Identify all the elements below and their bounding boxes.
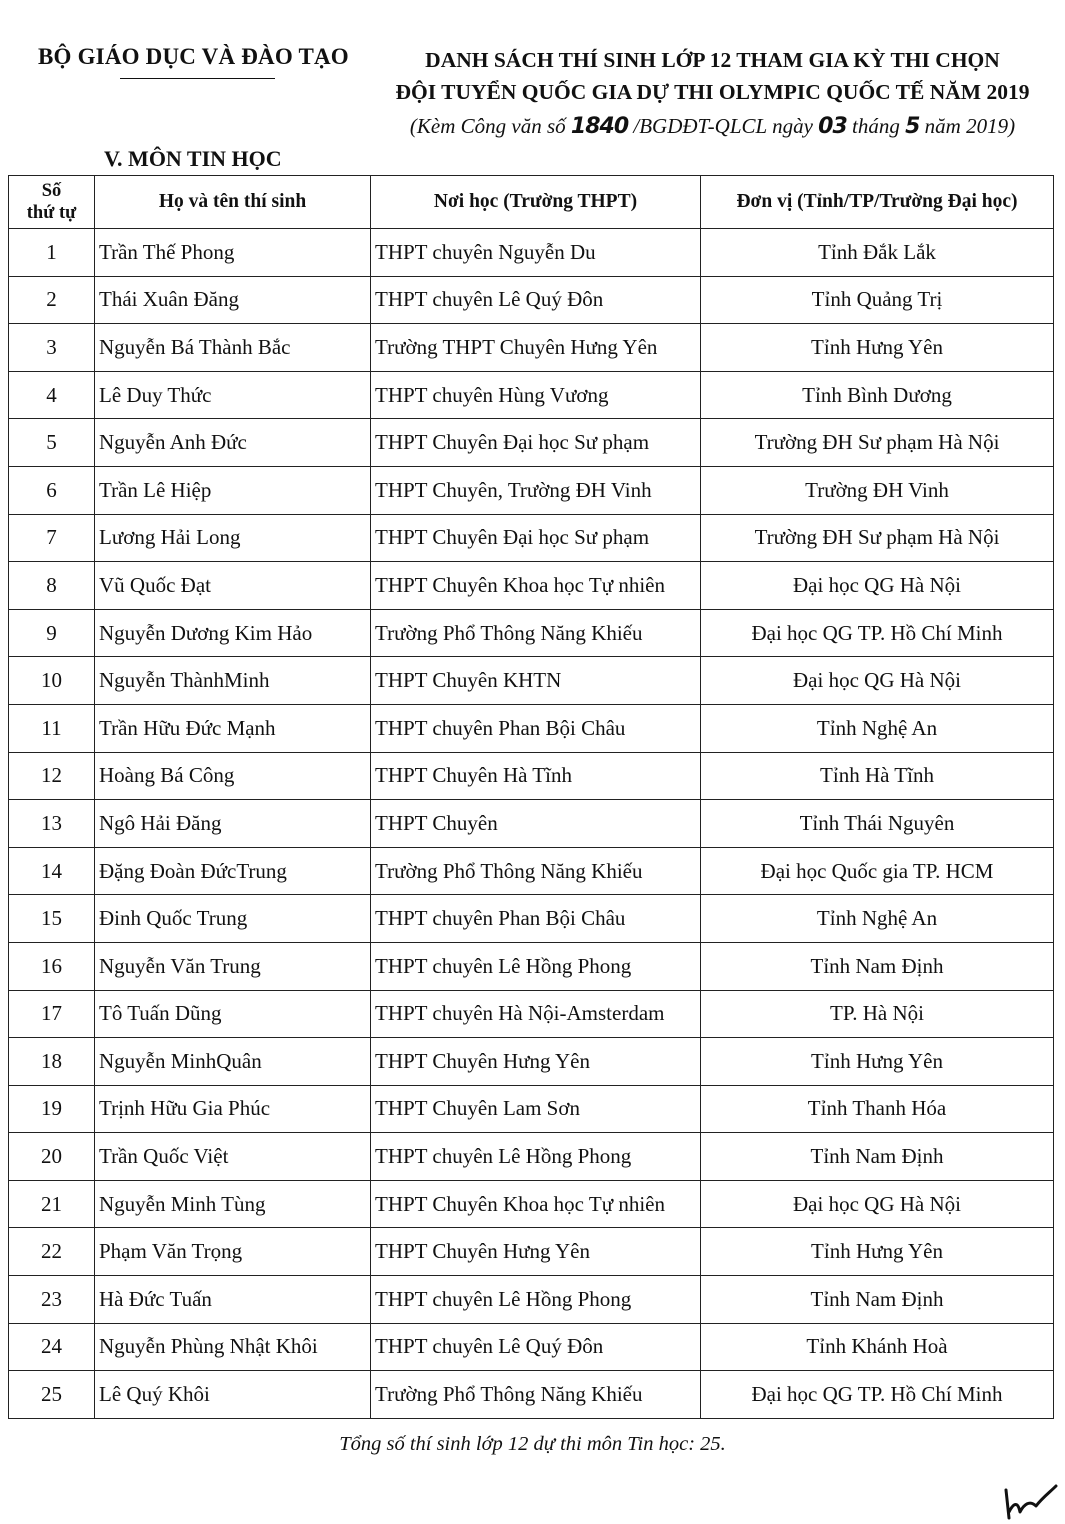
ref-month-label: tháng [846,114,906,138]
ministry-underline [120,78,275,79]
table-row [9,276,1054,324]
table-row [9,990,1054,1038]
table-row [9,562,1054,610]
row-number: 3 [9,324,95,372]
row-number: 14 [9,847,95,895]
candidate-name: Thái Xuân Đăng [95,276,371,324]
school-name: THPT chuyên Hùng Vương [371,371,701,419]
school-name: THPT Chuyên Đại học Sư phạm [371,419,701,467]
row-number: 7 [9,514,95,562]
document-title [380,44,1045,108]
row-number: 21 [9,1180,95,1228]
title-line-2: ĐỘI TUYỂN QUỐC GIA DỰ THI OLYMPIC QUỐC TẾ NĂM 2019 [395,80,1030,104]
candidate-name: Nguyễn Phùng Nhật Khôi [95,1323,371,1371]
row-number: 19 [9,1085,95,1133]
table-row [9,800,1054,848]
school-name: THPT Chuyên, Trường ĐH Vinh [371,466,701,514]
school-name: THPT chuyên Lê Quý Đôn [371,1323,701,1371]
table-row [9,1085,1054,1133]
candidate-name: Lương Hải Long [95,514,371,562]
school-name: THPT Chuyên Khoa học Tự nhiên [371,1180,701,1228]
header-school: Nơi học (Trường THPT) [371,176,701,229]
school-name: THPT chuyên Nguyễn Du [371,229,701,277]
table-row [9,1038,1054,1086]
ref-day: 03 [818,114,847,139]
row-number: 8 [9,562,95,610]
candidate-name: Trần Lê Hiệp [95,466,371,514]
unit-name: Đại học QG Hà Nội [701,1180,1054,1228]
school-name: THPT chuyên Lê Hồng Phong [371,942,701,990]
row-number: 25 [9,1371,95,1419]
ministry-name: BỘ GIÁO DỤC VÀ ĐÀO TẠO [38,44,349,69]
table-row [9,324,1054,372]
candidate-name: Trần Hữu Đức Mạnh [95,704,371,752]
ref-month: 5 [905,114,920,139]
table-row [9,1133,1054,1181]
candidate-name: Phạm Văn Trọng [95,1228,371,1276]
unit-name: Đại học QG TP. Hồ Chí Minh [701,1371,1054,1419]
row-number: 16 [9,942,95,990]
candidate-name: Nguyễn Văn Trung [95,942,371,990]
school-name: THPT Chuyên Hà Tĩnh [371,752,701,800]
candidate-name: Nguyễn Bá Thành Bắc [95,324,371,372]
row-number: 17 [9,990,95,1038]
table-row [9,1323,1054,1371]
candidate-name: Ngô Hải Đăng [95,800,371,848]
row-number: 23 [9,1276,95,1324]
candidate-name: Tô Tuấn Dũng [95,990,371,1038]
school-name: Trường Phổ Thông Năng Khiếu [371,1371,701,1419]
total-count: Tổng số thí sinh lớp 12 dự thi môn Tin học: 25. [339,1433,726,1455]
row-number: 15 [9,895,95,943]
school-name: THPT Chuyên KHTN [371,657,701,705]
ref-prefix: (Kèm Công văn số [409,114,571,138]
header-stt-line1: Số [41,181,62,201]
table-row [9,942,1054,990]
row-number: 4 [9,371,95,419]
school-name: THPT chuyên Lê Hồng Phong [371,1276,701,1324]
row-number: 13 [9,800,95,848]
candidate-name: Nguyễn Dương Kim Hảo [95,609,371,657]
school-name: THPT chuyên Hà Nội-Amsterdam [371,990,701,1038]
unit-name: Tỉnh Thanh Hóa [701,1085,1054,1133]
table-row [9,1228,1054,1276]
unit-name: Tỉnh Nam Định [701,942,1054,990]
school-name: THPT chuyên Lê Quý Đôn [371,276,701,324]
unit-name: Trường ĐH Vinh [701,466,1054,514]
header-stt [9,176,95,229]
ref-number: 1840 [570,114,629,139]
school-name: THPT chuyên Phan Bội Châu [371,895,701,943]
header-name: Họ và tên thí sinh [95,176,371,229]
table-header-row [9,176,1054,229]
table-row [9,847,1054,895]
row-number: 10 [9,657,95,705]
row-number: 12 [9,752,95,800]
table-row [9,895,1054,943]
school-name: Trường THPT Chuyên Hưng Yên [371,324,701,372]
row-number: 6 [9,466,95,514]
unit-name: Đại học QG Hà Nội [701,657,1054,705]
school-name: THPT Chuyên Khoa học Tự nhiên [371,562,701,610]
candidate-name: Trần Quốc Việt [95,1133,371,1181]
school-name: THPT chuyên Lê Hồng Phong [371,1133,701,1181]
table-row [9,371,1054,419]
table-row [9,419,1054,467]
candidate-name: Đinh Quốc Trung [95,895,371,943]
unit-name: Tỉnh Hưng Yên [701,1228,1054,1276]
table-row [9,466,1054,514]
unit-name: Tỉnh Nam Định [701,1276,1054,1324]
row-number: 11 [9,704,95,752]
unit-name: Tỉnh Hưng Yên [701,324,1054,372]
candidate-name: Vũ Quốc Đạt [95,562,371,610]
unit-name: Tỉnh Hà Tĩnh [701,752,1054,800]
candidate-name: Nguyễn ThànhMinh [95,657,371,705]
school-name: Trường Phổ Thông Năng Khiếu [371,847,701,895]
handwritten-initial-icon [1000,1482,1060,1522]
candidate-name: Đặng Đoàn ĐứcTrung [95,847,371,895]
unit-name: Trường ĐH Sư phạm Hà Nội [701,419,1054,467]
candidate-name: Lê Duy Thức [95,371,371,419]
unit-name: Tỉnh Nam Định [701,1133,1054,1181]
table-row [9,229,1054,277]
table-row [9,1180,1054,1228]
table-row [9,514,1054,562]
unit-name: Tỉnh Nghệ An [701,895,1054,943]
school-name: Trường Phổ Thông Năng Khiếu [371,609,701,657]
row-number: 1 [9,229,95,277]
row-number: 22 [9,1228,95,1276]
table-row [9,1371,1054,1419]
candidate-name: Hà Đức Tuấn [95,1276,371,1324]
table-row [9,609,1054,657]
table-row [9,704,1054,752]
unit-name: Tỉnh Bình Dương [701,371,1054,419]
candidate-name: Trịnh Hữu Gia Phúc [95,1085,371,1133]
unit-name: Tỉnh Nghệ An [701,704,1054,752]
candidate-name: Lê Quý Khôi [95,1371,371,1419]
school-name: THPT Chuyên [371,800,701,848]
candidate-table [8,175,1054,1419]
row-number: 2 [9,276,95,324]
unit-name: Tỉnh Hưng Yên [701,1038,1054,1086]
unit-name: TP. Hà Nội [701,990,1054,1038]
candidate-name: Nguyễn MinhQuân [95,1038,371,1086]
table-row [9,657,1054,705]
title-line-1: DANH SÁCH THÍ SINH LỚP 12 THAM GIA KỲ THI CHỌN [425,48,1000,72]
unit-name: Đại học Quốc gia TP. HCM [701,847,1054,895]
candidate-name: Nguyễn Minh Tùng [95,1180,371,1228]
table-body [9,229,1054,1419]
school-name: THPT Chuyên Hưng Yên [371,1228,701,1276]
school-name: THPT Chuyên Hưng Yên [371,1038,701,1086]
school-name: THPT Chuyên Lam Sơn [371,1085,701,1133]
row-number: 5 [9,419,95,467]
document-reference [380,114,1045,139]
table-row [9,1276,1054,1324]
unit-name: Tỉnh Thái Nguyên [701,800,1054,848]
row-number: 18 [9,1038,95,1086]
school-name: THPT chuyên Phan Bội Châu [371,704,701,752]
unit-name: Tỉnh Đắk Lắk [701,229,1054,277]
ref-middle: /BGDĐT-QLCL ngày [628,114,819,138]
candidate-name: Trần Thế Phong [95,229,371,277]
header-unit: Đơn vị (Tỉnh/TP/Trường Đại học) [701,176,1054,229]
unit-name: Đại học QG TP. Hồ Chí Minh [701,609,1054,657]
section-title: V. MÔN TIN HỌC [104,146,282,171]
row-number: 9 [9,609,95,657]
school-name: THPT Chuyên Đại học Sư phạm [371,514,701,562]
unit-name: Trường ĐH Sư phạm Hà Nội [701,514,1054,562]
header-stt-line2: thứ tự [26,203,77,223]
candidate-name: Hoàng Bá Công [95,752,371,800]
unit-name: Đại học QG Hà Nội [701,562,1054,610]
table-row [9,752,1054,800]
unit-name: Tỉnh Quảng Trị [701,276,1054,324]
row-number: 24 [9,1323,95,1371]
row-number: 20 [9,1133,95,1181]
ref-suffix: năm 2019) [919,114,1016,138]
unit-name: Tỉnh Khánh Hoà [701,1323,1054,1371]
candidate-name: Nguyễn Anh Đức [95,419,371,467]
